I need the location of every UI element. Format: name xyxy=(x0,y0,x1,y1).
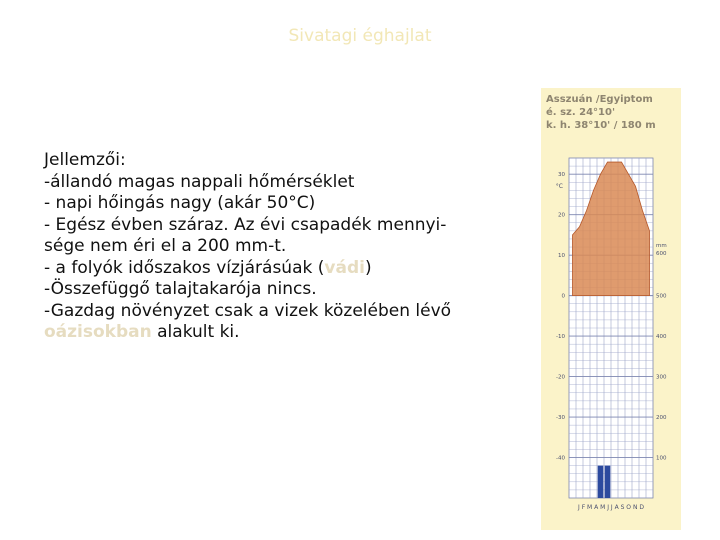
precipitation-tick-label: 600 xyxy=(656,251,667,257)
climate-chart xyxy=(541,88,681,530)
station-name: Asszuán /Egyiptom xyxy=(546,94,653,105)
month-axis-label: J F M A M J J A S O N D xyxy=(578,504,644,511)
precipitation-bar xyxy=(598,466,604,498)
bullet-dry-1: - Egész évben száraz. Az évi csapadék mennyi- xyxy=(44,214,447,235)
precipitation-tick-label: 500 xyxy=(656,293,667,300)
temperature-tick-label: -10 xyxy=(556,334,565,341)
temperature-tick-label: 20 xyxy=(558,212,565,219)
station-altitude: k. h. 38°10' / 180 m xyxy=(546,120,656,131)
precipitation-unit-label: mm xyxy=(656,243,667,249)
temperature-tick-label: 30 xyxy=(558,172,565,179)
bullet-temperature: -állandó magas nappali hőmérséklet xyxy=(44,171,355,192)
bullet-rivers-close: ) xyxy=(364,257,372,278)
bullet-soil: -Összefüggő talajtakarója nincs. xyxy=(44,279,317,299)
characteristics-heading: Jellemzői: xyxy=(44,150,126,170)
bullet-vegetation-1: -Gazdag növényzet csak a vizek közelében lévő xyxy=(44,300,452,321)
wadi-link[interactable]: vádi xyxy=(324,257,365,278)
temperature-unit-label: °C xyxy=(555,183,563,190)
station-latitude: é. sz. 24°10' xyxy=(546,107,616,118)
temperature-tick-label: -30 xyxy=(556,415,565,422)
slide-title: Sivatagi éghajlat xyxy=(288,26,432,46)
precipitation-tick-label: 300 xyxy=(656,374,667,381)
temperature-tick-label: 10 xyxy=(558,253,565,260)
temperature-tick-label: 0 xyxy=(561,293,565,300)
precipitation-tick-label: 200 xyxy=(656,415,667,422)
bullet-rivers xyxy=(44,258,544,280)
body-text xyxy=(44,150,544,344)
bullet-daily-range: - napi hőingás nagy (akár 50°C) xyxy=(44,193,316,213)
bullet-vegetation-2 xyxy=(44,322,544,344)
temperature-tick-label: -20 xyxy=(556,374,565,381)
temperature-tick-label: -40 xyxy=(556,455,565,462)
bullet-rivers-text: - a folyók időszakos vízjárásúak ( xyxy=(44,257,325,278)
bullet-vegetation-end: alakult ki. xyxy=(151,322,240,342)
precipitation-tick-label: 400 xyxy=(656,334,667,341)
precipitation-tick-label: 100 xyxy=(656,455,667,462)
bullet-dry-2: sége nem éri el a 200 mm-t. xyxy=(44,236,287,256)
oasis-link[interactable]: oázisokban xyxy=(44,322,152,342)
climate-diagram-panel xyxy=(541,88,681,530)
precipitation-bar xyxy=(605,466,611,498)
